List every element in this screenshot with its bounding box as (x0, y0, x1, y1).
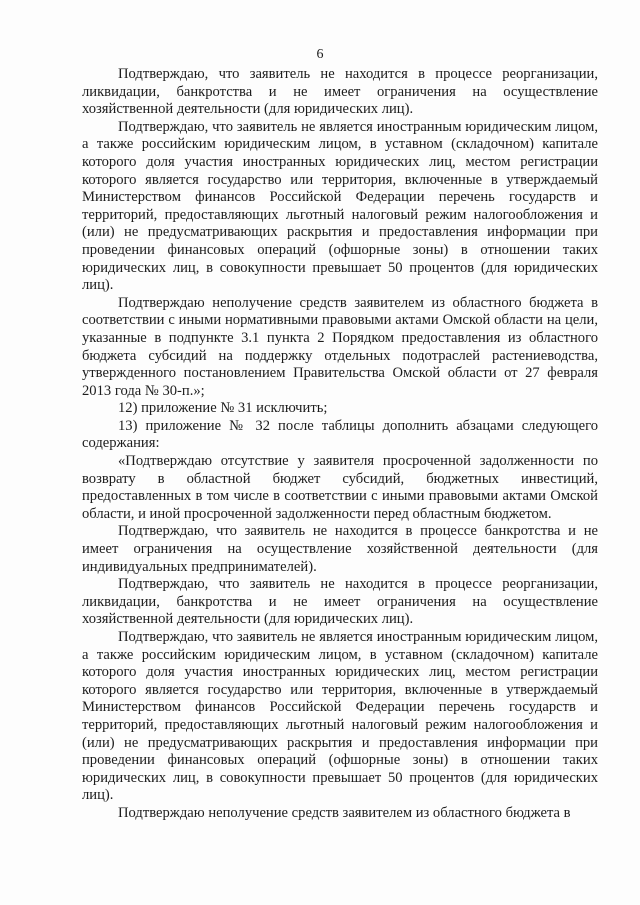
paragraph-reorganization-legal-2: Подтверждаю, что заявитель не находится в процессе реорганизации, ликвидации, банкротства и не имеет ограничения на осуществление хозяйственной деятельности (для юридических лиц). (82, 576, 598, 628)
paragraph-bankruptcy-individual: Подтверждаю, что заявитель не находится в процессе банкротства и не имеет ограничения на осуществление хозяйственной деятельности (для индивидуальных предпринимателей). (82, 523, 598, 575)
paragraph-nonreceipt-funds-2: Подтверждаю неполучение средств заявителем из областного бюджета в (118, 804, 571, 821)
paragraph-item-12: 12) приложение № 31 исключить; (118, 400, 328, 417)
paragraph-no-overdue-debt: «Подтверждаю отсутствие у заявителя просроченной задолженности по возврату в областной бюджет субсидий, бюджетных инвестиций, предоставленных в том числе в соответствии с иными правовыми актами Омской области, и иной просроченной задолженности перед областным бюджетом. (82, 453, 598, 522)
paragraph-foreign-entity-2: Подтверждаю, что заявитель не является иностранным юридическим лицом, а также российским юридическим лицом, в уставном (складочном) капитале которого доля участия иностранных юридических лиц, местом регистрации которого является государство или территория, включенные в утверждаемый Министерством финансов Российской Федерации перечень государств и территорий, предоставляющих льготный налоговый режим налогообложения и (или) не предусматривающих раскрытия и предоставления информации при проведении финансовых операций (офшорные зоны) в отношении таких юридических лиц, в совокупности превышает 50 процентов (для юридических лиц). (82, 629, 598, 804)
paragraph-foreign-entity: Подтверждаю, что заявитель не является иностранным юридическим лицом, а также российским юридическим лицом, в уставном (складочном) капитале которого доля участия иностранных юридических лиц, местом регистрации которого является государство или территория, включенные в утверждаемый Министерством финансов Российской Федерации перечень государств и территорий, предоставляющих льготный налоговый режим налогообложения и (или) не предусматривающих раскрытия и предоставления информации при проведении финансовых операций (офшорные зоны) в отношении таких юридических лиц, в совокупности превышает 50 процентов (для юридических лиц). (82, 118, 598, 294)
paragraph-item-13: 13) приложение № 32 после таблицы дополнить абзацами следующего содержания: (82, 417, 598, 452)
paragraph-reorganization-legal: Подтверждаю, что заявитель не находится в процессе реорганизации, ликвидации, банкротства и не имеет ограничения на осуществление хозяйственной деятельности (для юридических лиц). (82, 66, 598, 118)
paragraph-nonreceipt-funds: Подтверждаю неполучение средств заявителем из областного бюджета в соответствии с иными нормативными правовыми актами Омской области на цели, указанные в подпункте 3.1 пункта 2 Порядком предоставления из областного бюджета субсидий на поддержку отдельных подотраслей растениеводства, утвержденного постановлением Правительства Омской области от 27 февраля 2013 года № 30-п.»; (82, 294, 598, 399)
page-number: 6 (316, 47, 324, 62)
document-body (82, 66, 598, 823)
